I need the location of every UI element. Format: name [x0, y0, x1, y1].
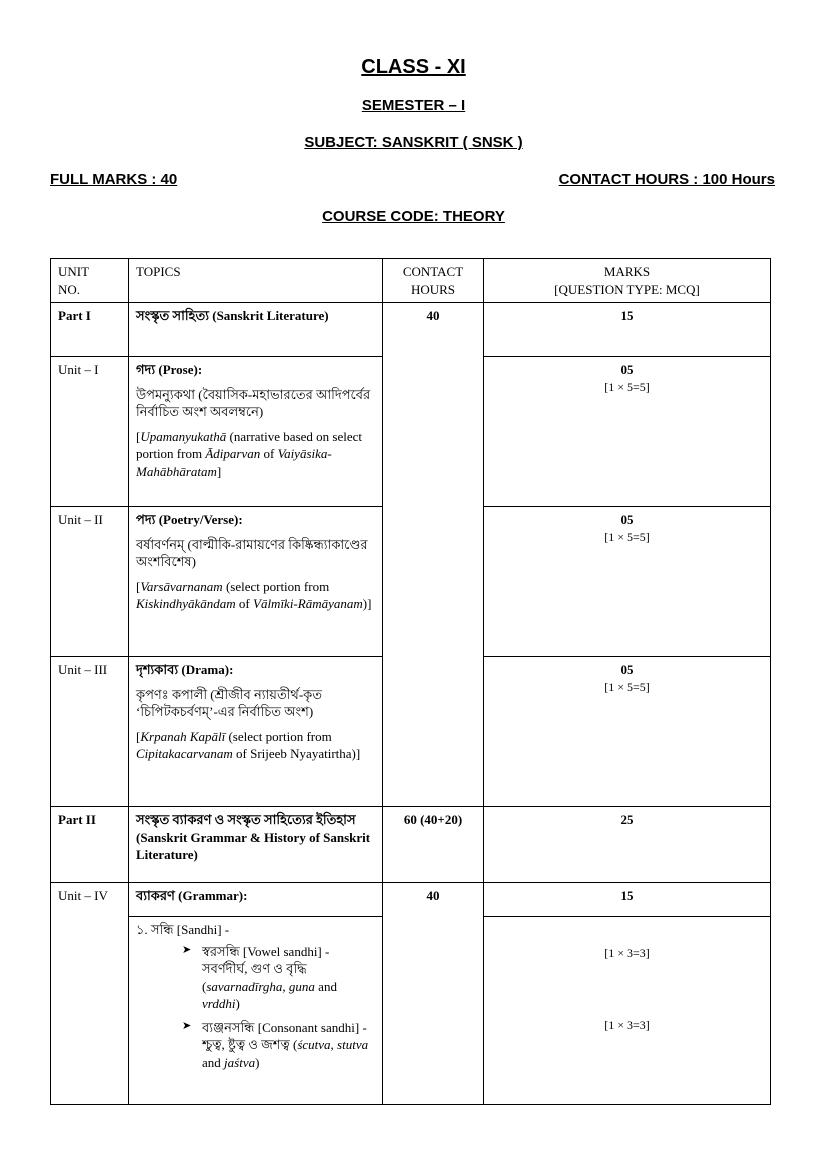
table-header-row	[51, 259, 771, 303]
header-unit-line2: NO.	[58, 281, 81, 297]
heading-english: (Drama):	[181, 662, 234, 678]
header-marks-line2: [QUESTION TYPE: MCQ]	[554, 281, 700, 297]
heading-english: (Prose):	[158, 362, 203, 378]
table-row-part1	[51, 303, 771, 357]
topic-english: (Sanskrit Grammar & History of Sanskrit Literature)	[136, 829, 371, 863]
topic-english-line: [Krpanah Kapālī (select portion from Cipitakacarvanam of Srijeeb Nyayatirtha)]	[136, 728, 361, 762]
heading-english: (Poetry/Verse):	[158, 512, 243, 528]
header-contact-line1: CONTACT	[402, 264, 464, 279]
marks-cell	[484, 507, 771, 657]
list-item: ➤ স্বরসন্ধি [Vowel sandhi] - সবর্ণদীর্ঘ, গুণ ও বৃদ্ধি (savarnadīrgha, guna and vrddhi)	[182, 943, 375, 1013]
header-contact-hours	[383, 259, 484, 303]
contact-hours: CONTACT HOURS : 100 Hours	[558, 171, 775, 188]
header-unit	[51, 259, 129, 303]
table-row-part2	[51, 807, 771, 883]
marks-cell: 15	[484, 303, 771, 357]
marks-value: 05	[620, 662, 634, 678]
topic-english-line: [Upamanyukathā (narrative based on select portion from Ādiparvan of Vaiyāsika-Mahābhāratam]	[136, 428, 362, 479]
header-contact-line2: HOURS	[410, 281, 456, 297]
semester-heading: SEMESTER – I	[361, 97, 466, 114]
unit-cell: Part II	[51, 807, 129, 883]
course-code: COURSE CODE: THEORY	[322, 208, 505, 225]
unit-cell: Unit – IV	[51, 883, 129, 1105]
topic-cell	[129, 303, 383, 357]
topic-bengali-line: উপমন্যুকথা (বৈয়াসিক-মহাভারতের আদিপর্বের নির্বাচিত অংশ অবলম্বনে)	[136, 386, 371, 420]
topic-bengali-line: বর্ষাবর্ণনম্ (বাল্মীকি-রামায়ণের কিষ্কিন্ধ্যাকাণ্ডের অংশবিশেষ)	[136, 536, 368, 570]
marks-detail: [1 × 5=5]	[604, 379, 650, 394]
topic-bengali: সংস্কৃত ব্যাকরণ ও সংস্কৃত সাহিত্যের ইতিহাস	[136, 812, 356, 828]
syllabus-table	[50, 258, 771, 1105]
marks-detail: [1 × 5=5]	[604, 529, 650, 544]
unit-cell: Part I	[51, 303, 129, 357]
topic-bengali: সংস্কৃত সাহিত্য	[136, 308, 209, 324]
hours-cell: 40	[383, 303, 484, 807]
sandhi-label: সন্ধি [Sandhi] -	[150, 922, 230, 938]
topic-cell	[129, 657, 383, 807]
marks-detail: [1 × 3=3]	[604, 1018, 650, 1033]
heading-bengali: পদ্য	[136, 512, 156, 528]
heading-bengali: দৃশ্যকাব্য	[136, 662, 179, 678]
unit-cell: Unit – III	[51, 657, 129, 807]
marks-cell: 15	[484, 883, 771, 917]
full-marks: FULL MARKS : 40	[50, 171, 178, 188]
heading-bengali: গদ্য	[136, 362, 156, 378]
header-marks-line1: MARKS	[603, 264, 651, 279]
subject-heading: SUBJECT: SANSKRIT ( SNSK )	[304, 134, 523, 151]
marks-detail: [1 × 5=5]	[604, 679, 650, 694]
table-row-unit4	[51, 883, 771, 917]
hours-cell: 40	[383, 883, 484, 1105]
topic-english-line: [Varsāvarnanam (select portion from Kiskindhyākāndam of Vālmīki-Rāmāyanam)]	[136, 578, 372, 612]
marks-cell	[484, 657, 771, 807]
sandhi-line	[136, 921, 375, 939]
topic-cell	[129, 357, 383, 507]
hours-cell: 60 (40+20)	[383, 807, 484, 883]
header-unit-line1: UNIT	[58, 264, 90, 279]
sandhi-list	[182, 943, 375, 1072]
class-title: CLASS - XI	[361, 56, 466, 78]
sandhi-number: ১.	[136, 922, 148, 938]
unit-cell: Unit – II	[51, 507, 129, 657]
topic-cell	[129, 507, 383, 657]
marks-cell: 25	[484, 807, 771, 883]
topic-cell	[129, 807, 383, 883]
heading-bengali: ব্যাকরণ	[136, 888, 175, 904]
list-item: ➤ ব্যঞ্জনসন্ধি [Consonant sandhi] - শ্চুত্ব, ষ্টুত্ব ও জশত্ব (ścutva, stutva and jaśtva)	[182, 1019, 375, 1072]
header-marks	[484, 259, 771, 303]
marks-value: 05	[620, 362, 634, 378]
header-topics: TOPICS	[129, 259, 383, 303]
unit-cell: Unit – I	[51, 357, 129, 507]
topic-cell	[129, 917, 383, 1105]
topic-bengali-line: কৃপণঃ কপালী (শ্রীজীব ন্যায়তীর্থ-কৃত ‘চিপিটকচর্বণম্’-এর নির্বাচিত অংশ)	[136, 686, 323, 720]
topic-english: (Sanskrit Literature)	[212, 308, 329, 324]
marks-detail: [1 × 3=3]	[604, 946, 650, 961]
heading-english: (Grammar):	[178, 888, 248, 904]
marks-cell	[484, 357, 771, 507]
marks-value: 05	[620, 512, 634, 528]
topic-cell	[129, 883, 383, 917]
marks-cell	[484, 917, 771, 1105]
